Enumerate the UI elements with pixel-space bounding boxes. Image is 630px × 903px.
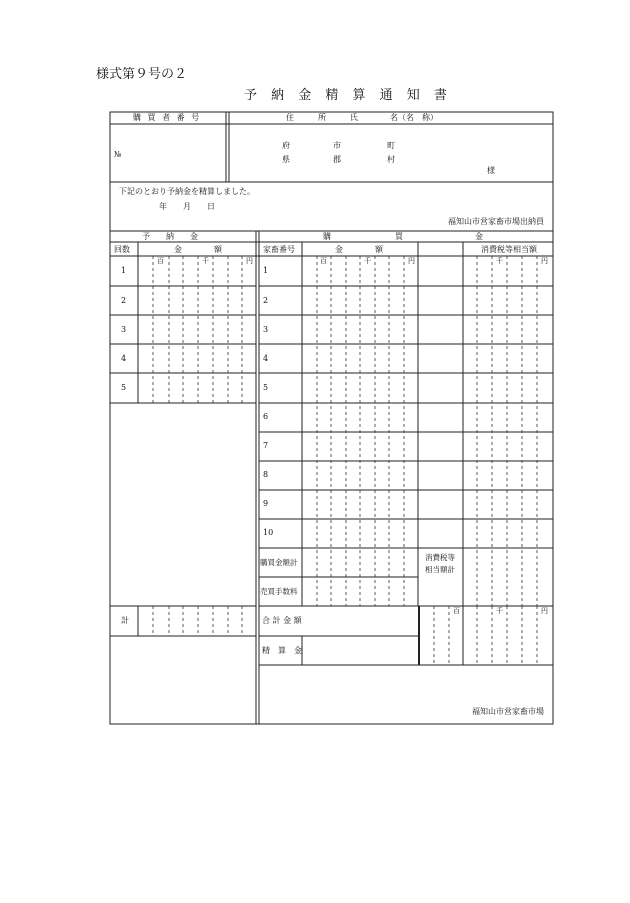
deposit-row-1: 1 <box>121 266 127 275</box>
purchase-row-8: 8 <box>263 470 269 479</box>
deposit-unit-yen: 円 <box>246 257 253 265</box>
purchase-unit-yen: 円 <box>408 257 415 265</box>
purchase-row-2: 2 <box>263 296 269 305</box>
purchase-header: 購 買 金 <box>323 232 483 241</box>
village-mura: 村 <box>387 155 395 164</box>
tax-sum-label-line1: 消費税等 <box>425 553 455 562</box>
grand-total-label: 合 計 金 額 <box>262 616 302 625</box>
form-number: 様式第９号の２ <box>96 67 188 82</box>
total-unit-hundred: 百 <box>453 607 460 615</box>
notice-text: 下記のとおり予納金を精算しました。 <box>119 187 255 196</box>
tax-unit-thousand: 千 <box>496 257 503 265</box>
deposit-unit-thousand: 千 <box>202 257 209 265</box>
total-unit-yen: 円 <box>541 607 548 615</box>
purchase-unit-thousand: 千 <box>364 257 371 265</box>
purchase-row-9: 9 <box>263 499 269 508</box>
county-gun: 郡 <box>333 155 341 164</box>
purchase-unit-hundred: 百 <box>320 257 327 265</box>
settlement-label: 精 算 金 <box>262 646 302 655</box>
deposit-row-3: 3 <box>121 325 127 334</box>
purchase-row-4: 4 <box>263 354 269 363</box>
purchase-row-7: 7 <box>263 441 269 450</box>
deposit-row-5: 5 <box>121 383 127 392</box>
tax-unit-yen: 円 <box>541 257 548 265</box>
total-unit-thousand: 千 <box>496 607 503 615</box>
footer-market-name: 福知山市営家畜市場 <box>472 707 544 716</box>
tax-equivalent-label: 消費税等相当額 <box>481 245 537 254</box>
purchase-subtotal-label: 購買金額計 <box>260 558 298 567</box>
deposit-unit-hundred: 百 <box>157 257 164 265</box>
notice-date: 年 月 日 <box>159 202 215 211</box>
deposit-amount-label: 金 額 <box>174 245 222 254</box>
deposit-header: 予 納 金 <box>142 232 198 241</box>
purchase-row-10: 10 <box>263 528 274 537</box>
deposit-row-4: 4 <box>121 354 127 363</box>
buyer-number-label: 購 買 者 番 号 <box>133 113 202 122</box>
purchase-row-1: 1 <box>263 266 269 275</box>
purchase-amount-label: 金 額 <box>335 245 383 254</box>
deposit-total-label: 計 <box>121 616 129 625</box>
honorific-sama: 様 <box>487 166 495 175</box>
address-name-label: 住 所 氏 名（名 称） <box>286 113 438 122</box>
document-title: 予 納 金 精 算 通 知 書 <box>244 88 452 103</box>
prefecture-ken: 県 <box>282 155 290 164</box>
purchase-row-6: 6 <box>263 412 269 421</box>
deposit-count-label: 回数 <box>114 245 130 254</box>
purchase-row-5: 5 <box>263 383 269 392</box>
livestock-number-label: 家畜番号 <box>263 245 295 254</box>
number-mark: № <box>114 150 122 159</box>
city-shi: 市 <box>333 141 341 150</box>
prefecture-fu: 府 <box>282 141 290 150</box>
tax-sum-label-line2: 相当額計 <box>425 565 455 574</box>
town-machi: 町 <box>387 141 395 150</box>
notice-issuer: 福知山市営家畜市場出納員 <box>448 217 544 226</box>
deposit-row-2: 2 <box>121 296 127 305</box>
commission-label: 売買手数料 <box>260 587 298 596</box>
purchase-row-3: 3 <box>263 325 269 334</box>
